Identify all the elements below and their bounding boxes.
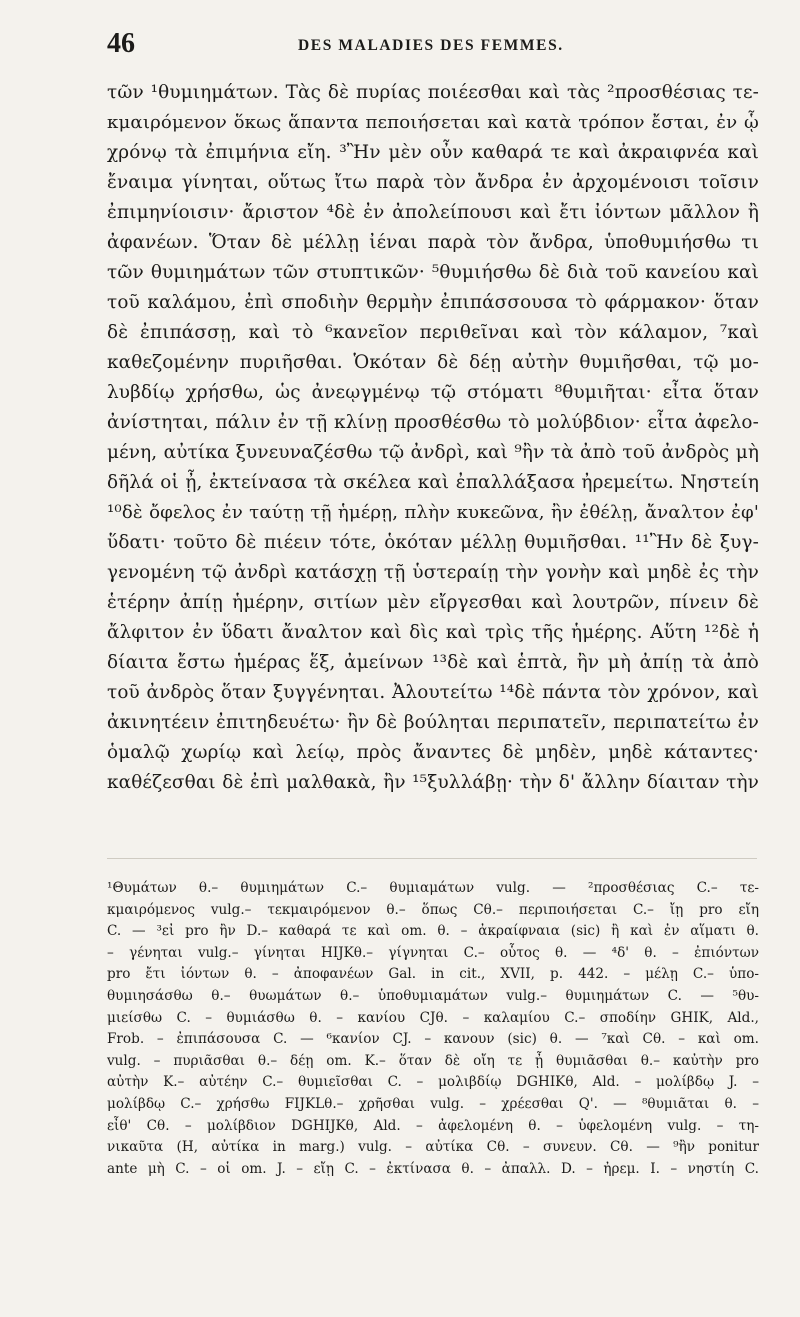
apparatus-line: θυμιησάσθω θ.– θυωμάτων θ.– ὑποθυμιαμάτων vulg.– θυμιημάτων C. — ⁵θυ- <box>107 987 759 1004</box>
text-line: χρόνῳ τὰ ἐπιμήνια εἴη. ³Ἢν μὲν οὖν καθαρά τε καὶ ἀκραιφνέα καὶ <box>107 142 759 163</box>
text-line: ὁμαλῷ χωρίῳ καὶ λείῳ, πρὸς ἄναντες δὲ μηδὲν, μηδὲ κάταντες· <box>107 742 759 763</box>
text-line: δῆλά οἱ ᾖ, ἐκτείνασα τὰ σκέλεα καὶ ἐπαλλάξασα ἠρεμείτω. Νηστείη <box>107 472 759 493</box>
text-line: γενομένη τῷ ἀνδρὶ κατάσχῃ τῇ ὑστεραίῃ τὴν γονὴν καὶ μηδὲ ἐς τὴν <box>107 562 759 583</box>
footnote-separator <box>107 858 757 859</box>
text-line: ἀκινητέειν ἐπιτηδευέτω· ἢν δὲ βούληται περιπατεῖν, περιπατείτω ἐν <box>107 712 759 733</box>
critical-apparatus <box>107 878 759 1180</box>
text-line: τοῦ καλάμου, ἐπὶ σποδιὴν θερμὴν ἐπιπάσσουσα τὸ φάρμακον· ὅταν <box>107 292 759 313</box>
apparatus-line: εἶθ' Cθ. – μολίβδιον DGHIJKθ, Ald. – ἀφελομένη θ. – ὑφελομένη vulg. – τη- <box>107 1117 759 1134</box>
text-line: τοῦ ἀνδρὸς ὅταν ξυγγένηται. Ἀλουτείτω ¹⁴δὲ πάντα τὸν χρόνον, καὶ <box>107 682 759 703</box>
text-line: ἐπιμηνίοισιν· ἄριστον ⁴δὲ ἐν ἀπολείπουσι καὶ ἔτι ἰόντων μᾶλλον ἢ <box>107 202 759 223</box>
text-line: ἄλφιτον ἐν ὕδατι ἄναλτον καὶ δὶς καὶ τρὶς τῆς ἡμέρης. Αὕτη ¹²δὲ ἡ <box>107 622 759 643</box>
text-line: καθέζεσθαι δὲ ἐπὶ μαλθακὰ, ἢν ¹⁵ξυλλάβῃ· τὴν δ' ἄλλην δίαιταν τὴν <box>107 772 759 793</box>
text-line: ἑτέρην ἀπίῃ ἡμέρην, σιτίων μὲν εἴργεσθαι καὶ λουτρῶν, πίνειν δὲ <box>107 592 759 613</box>
apparatus-line: C. — ³εἰ pro ἢν D.– καθαρά τε καὶ om. θ. – ἀκραίφναια (sic) ἢ καὶ ἐν αἵματι θ. <box>107 923 759 940</box>
main-text <box>107 78 759 798</box>
apparatus-line: pro ἔτι ἰόντων θ. – ἀποφανέων Gal. in cit., XVII, p. 442. – μέλῃ C.– ὑπο- <box>107 966 759 983</box>
apparatus-line: μιείσθω C. – θυμιάσθω θ. – κανίου CJθ. – καλαμίου C.– σποδίην GHIK, Ald., <box>107 1009 759 1026</box>
text-line: ἔναιμα γίνηται, οὕτως ἴτω παρὰ τὸν ἄνδρα ἐν ἀρχομένοισι τοῖσιν <box>107 172 759 193</box>
text-line: δὲ ἐπιπάσσῃ, καὶ τὸ ⁶κανεῖον περιθεῖναι καὶ τὸν κάλαμον, ⁷καὶ <box>107 322 759 343</box>
text-line: τῶν θυμιημάτων τῶν στυπτικῶν· ⁵θυμιήσθω δὲ διὰ τοῦ κανείου καὶ <box>107 262 759 283</box>
apparatus-line: Frob. – ἐπιπάσουσα C. — ⁶κανίον CJ. – κανουν (sic) θ. — ⁷καὶ Cθ. – καὶ om. <box>107 1031 759 1048</box>
text-line: τῶν ¹θυμιημάτων. Τὰς δὲ πυρίας ποιέεσθαι καὶ τὰς ²προσθέσιας τε- <box>107 82 759 103</box>
apparatus-line: αὐτὴν K.– αὐτέην C.– θυμιεῖσθαι C. – μολιβδίῳ DGHIKθ, Ald. – μολίβδῳ J. – <box>107 1074 759 1091</box>
page-header <box>107 28 757 68</box>
apparatus-line: ¹Θυμάτων θ.– θυμιημάτων C.– θυμιαμάτων vulg. — ²προσθέσιας C.– τε- <box>107 880 759 896</box>
text-line: ¹⁰δὲ ὄφελος ἐν ταύτῃ τῇ ἡμέρῃ, πλὴν κυκεῶνα, ἢν ἐθέλῃ, ἄναλτον ἐφ' <box>107 502 759 523</box>
text-line: ὕδατι· τοῦτο δὲ πιέειν τότε, ὁκόταν μέλλῃ θυμιῆσθαι. ¹¹Ἢν δὲ ξυγ- <box>107 532 759 553</box>
apparatus-line: ante μὴ C. – οἱ om. J. – εἴῃ C. – ἐκτίνασα θ. – ἀπαλλ. D. – ἠρεμ. I. – νηστίη C. <box>107 1160 759 1177</box>
text-line: κμαιρόμενον ὅκως ἅπαντα πεποιήσεται καὶ κατὰ τρόπον ἔσται, ἐν ᾧ <box>107 112 759 133</box>
text-line: λυβδίῳ χρήσθω, ὡς ἀνεῳγμένῳ τῷ στόματι ⁸θυμιῆται· εἶτα ὅταν <box>107 382 759 403</box>
text-line: ἀφανέων. Ὅταν δὲ μέλλῃ ἰέναι παρὰ τὸν ἄνδρα, ὑποθυμιήσθω τι <box>107 232 759 253</box>
running-head: DES MALADIES DES FEMMES. <box>298 37 564 54</box>
apparatus-line: κμαιρόμενος vulg.– τεκμαιρόμενον θ.– ὅπως Cθ.– περιποιήσεται C.– ἴῃ pro εἴη <box>107 901 759 918</box>
text-line: καθεζομένην πυριῆσθαι. Ὁκόταν δὲ δέῃ αὐτὴν θυμιῆσθαι, τῷ μο- <box>107 352 759 373</box>
text-line: μένη, αὐτίκα ξυνευναζέσθω τῷ ἀνδρὶ, καὶ ⁹ἢν τὰ ἀπὸ τοῦ ἀνδρὸς μὴ <box>107 442 759 463</box>
page-number: 46 <box>107 28 135 59</box>
apparatus-line: – γένηται vulg.– γίνηται HIJKθ.– γίγνηται C.– οὗτος θ. — ⁴δ' θ. – ἐπιόντων <box>107 944 759 961</box>
text-line: ἀνίστηται, πάλιν ἐν τῇ κλίνῃ προσθέσθω τὸ μολύβδιον· εἶτα ἀφελο- <box>107 412 759 433</box>
apparatus-line: μολίβδῳ C.– χρήσθω FIJKLθ.– χρῆσθαι vulg. – χρέεσθαι Q'. — ⁸θυμιᾶται θ. – <box>107 1095 759 1112</box>
apparatus-line: νικαῦτα (H, αὐτίκα in marg.) vulg. – αὐτίκα Cθ. – συνευν. Cθ. — ⁹ἢν ponitur <box>107 1139 759 1156</box>
text-line: δίαιτα ἔστω ἡμέρας ἕξ, ἀμείνων ¹³δὲ καὶ ἑπτὰ, ἢν μὴ ἀπίῃ τὰ ἀπὸ <box>107 652 759 673</box>
apparatus-line: vulg. – πυριᾶσθαι θ.– δέῃ om. K.– ὅταν δὲ οἴη τε ᾖ θυμιᾶσθαι θ.– καὐτὴν pro <box>107 1052 759 1069</box>
